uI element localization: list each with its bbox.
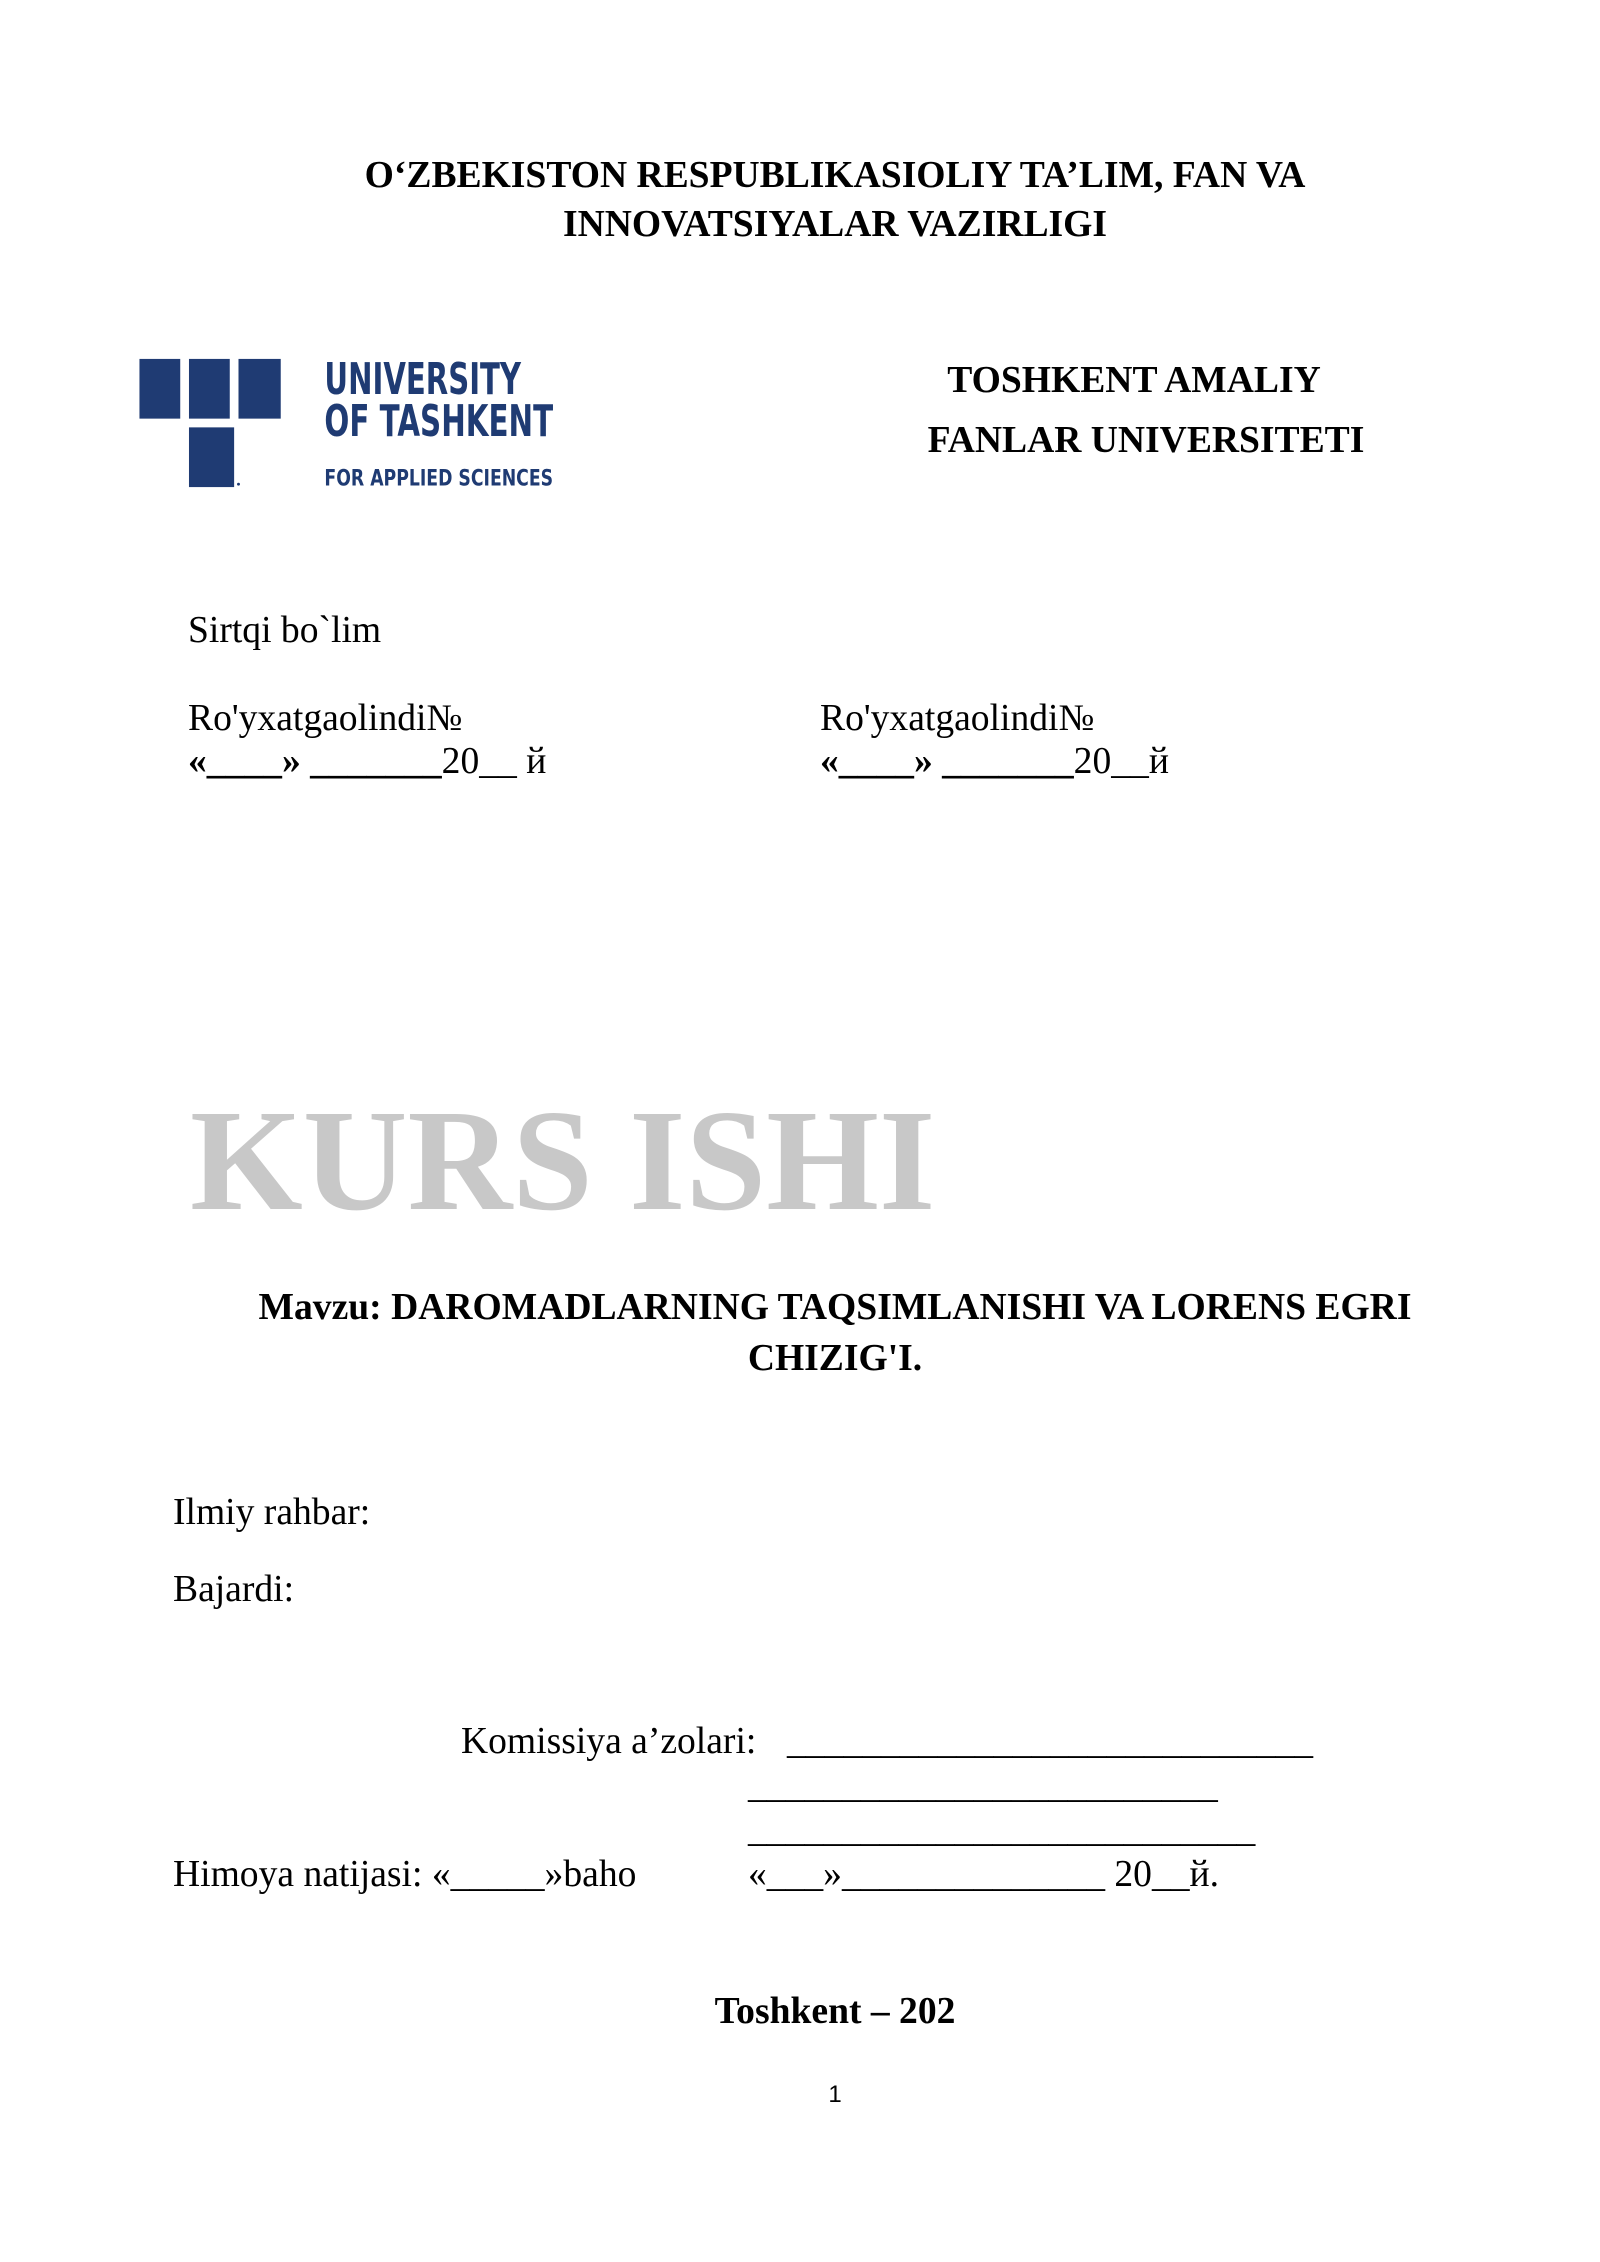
defense-date: «___»______________ 20__й. — [748, 1854, 1220, 1895]
date-year: 20__ й — [441, 741, 547, 782]
registration-left-date — [188, 740, 546, 784]
logo-dot — [237, 483, 240, 486]
commission-signature-line-3: ___________________________ — [748, 1809, 1256, 1850]
university-name-line-2: FANLAR UNIVERSITETI — [927, 420, 1365, 461]
topic-text: DAROMADLARNING TAQSIMLANISHI VA LORENS EGRI CHIZIG'I. — [391, 1287, 1412, 1379]
performer-label: Bajardi: — [173, 1569, 295, 1610]
registration-right-label: Ro'yxatgaolindi№ — [820, 698, 1095, 739]
university-logo — [138, 353, 556, 492]
logo-text-line-3: FOR APPLIED SCIENCES — [324, 466, 554, 492]
date-blanks: «____» _______ — [820, 741, 1074, 782]
date-blanks: «____» _______ — [188, 741, 442, 782]
logo-square — [189, 427, 234, 487]
commission-label: Komissiya a’zolari: — [461, 1721, 757, 1762]
logo-square — [139, 359, 180, 419]
logo-text-line-1: UNIVERSITY — [324, 353, 522, 405]
logo-square — [189, 359, 230, 419]
ministry-line-2: INNOVATSIYALAR VAZIRLIGI — [562, 204, 1108, 245]
ministry-line-1: O‘ZBEKISTON RESPUBLIKASIOLIY TA’LIM, FAN VA — [364, 155, 1306, 196]
logo-text-line-2: OF TASHKENT — [324, 396, 554, 448]
date-year: 20__й — [1073, 741, 1169, 782]
commission-signature-line-1: ____________________________ — [787, 1721, 1314, 1762]
topic-label: Mavzu: — [258, 1287, 382, 1328]
department-label: Sirtqi bo`lim — [188, 610, 382, 651]
ministry-heading — [235, 151, 1435, 249]
defense-result: Himoya natijasi: «_____»baho — [173, 1854, 637, 1895]
city-year: Toshkent – 202 — [714, 1991, 956, 2032]
document-type-title: KURS ISHI — [190, 1081, 936, 1241]
university-name-line-1: TOSHKENT AMALIY — [947, 360, 1321, 401]
topic-heading — [215, 1282, 1455, 1384]
supervisor-label: Ilmiy rahbar: — [173, 1492, 371, 1533]
commission-signature-line-2: _________________________ — [748, 1765, 1218, 1806]
page-number: 1 — [828, 2081, 842, 2108]
logo-square — [238, 359, 280, 419]
registration-left-label: Ro'yxatgaolindi№ — [188, 698, 463, 739]
registration-right-date — [820, 740, 1169, 784]
